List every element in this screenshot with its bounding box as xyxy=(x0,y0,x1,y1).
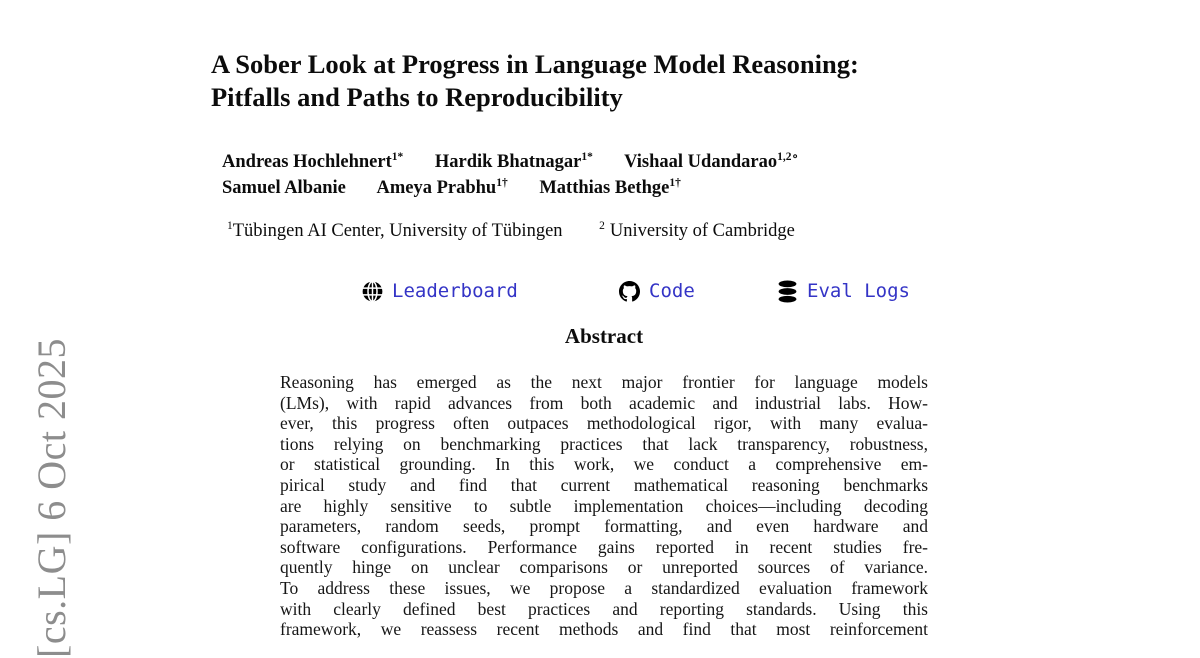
abstract-line: framework, we reassess recent methods and find that most reinforcement xyxy=(280,619,928,640)
author-name: Hardik Bhatnagar$^{1*}$ xyxy=(434,150,593,172)
author-affil-mark: 1† xyxy=(496,176,508,189)
abstract-line: with clearly defined best practices and reporting standards. Using this xyxy=(280,598,928,619)
abstract-text xyxy=(280,372,928,640)
author-row-1 xyxy=(222,150,799,176)
author-affil-mark: 1* xyxy=(581,150,593,163)
eval-logs-link-label: Eval Logs xyxy=(807,280,910,302)
abstract-line: software configurations. Performance gains reported in recent studies fre- xyxy=(280,536,928,557)
resource-links xyxy=(0,278,1200,304)
author-name: Samuel Albanie xyxy=(222,177,346,198)
author-name: Matthias Bethge$^{1\dagger}$ xyxy=(539,176,681,198)
code-link[interactable] xyxy=(619,278,695,304)
database-icon xyxy=(777,280,798,303)
author-list xyxy=(222,150,799,201)
abstract-line: or statistical grounding. In this work, we conduct a comprehensive em- xyxy=(280,454,928,475)
paper-title-line2: Pitfalls and Paths to Reproducibility xyxy=(211,82,623,112)
affiliation-2: $^2$ University of Cambridge xyxy=(599,219,795,241)
abstract-line: (LMs), with rapid advances from both academic and industrial labs. How- xyxy=(280,392,928,413)
leaderboard-link[interactable] xyxy=(362,278,518,304)
abstract-line: are highly sensitive to subtle implementation choices—including decoding xyxy=(280,495,928,516)
arxiv-stamp: [cs.LG] 6 Oct 2025 xyxy=(29,337,74,658)
paper-title-line1: A Sober Look at Progress in Language Model Reasoning: xyxy=(211,49,859,79)
leaderboard-link-label: Leaderboard xyxy=(392,280,518,302)
code-link-label: Code xyxy=(649,280,695,302)
affiliations xyxy=(227,221,795,242)
author-affil-mark: 1* xyxy=(391,150,404,163)
paper-title xyxy=(211,48,859,114)
author-row-2 xyxy=(222,176,799,202)
abstract-line: parameters, random seeds, prompt formatting, and even hardware and xyxy=(280,516,928,537)
eval-logs-link[interactable] xyxy=(777,278,910,304)
abstract-line: To address these issues, we propose a standardized evaluation framework xyxy=(280,577,928,598)
abstract-line: tions relying on benchmarking practices that lack transparency, robustness, xyxy=(280,433,928,454)
author-name: Vishaal Udandarao$^{1,2\circ}$ xyxy=(624,150,799,172)
globe-icon xyxy=(362,280,383,303)
affiliation-1: $^1$Tübingen AI Center, University of Tübingen xyxy=(227,219,563,241)
abstract-line: ever, this progress often outpaces methodological rigor, with many evalua- xyxy=(280,413,928,434)
author-name: Ameya Prabhu$^{1\dagger}$ xyxy=(376,176,508,198)
author-affil-mark: 1,2∘ xyxy=(777,150,799,163)
abstract-heading: Abstract xyxy=(564,324,644,348)
author-name: Andreas Hochlehnert$^{1*}$ xyxy=(222,150,404,172)
author-affil-mark: 1† xyxy=(669,176,681,189)
abstract-line: Reasoning has emerged as the next major frontier for language models xyxy=(280,372,928,392)
github-icon xyxy=(619,280,640,303)
abstract-line: quently hinge on unclear comparisons or unreported sources of variance. xyxy=(280,557,928,578)
abstract-line: pirical study and find that current mathematical reasoning benchmarks xyxy=(280,474,928,495)
